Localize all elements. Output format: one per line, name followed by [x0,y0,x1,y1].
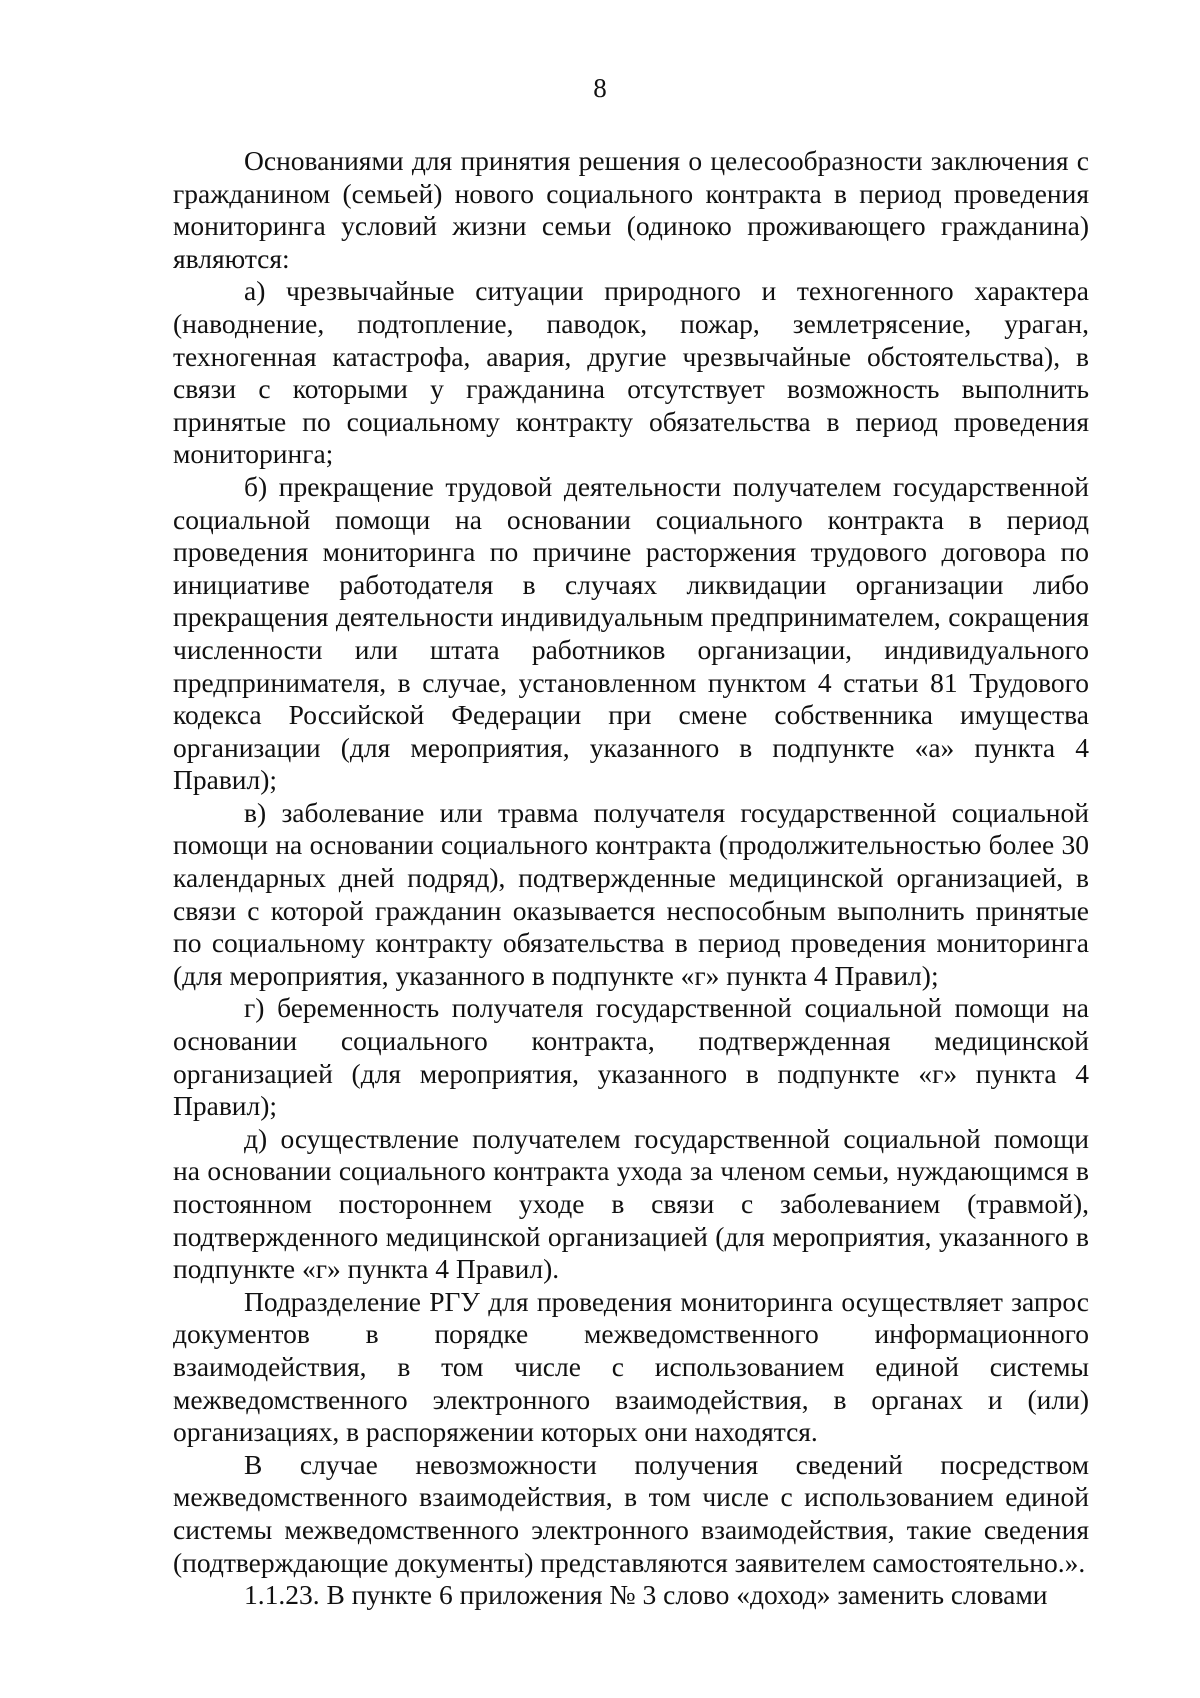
document-body [173,145,1089,1612]
paragraph-1-1-23: 1.1.23. В пункте 6 приложения № 3 слово «доход» заменить словами [244,1579,1048,1611]
paragraph-item-d: д) осуществление получателем государственной социальной помощи на основании социального контракта ухода за членом семьи, нуждающимся в постоянном постороннем уходе в связи с заболеванием (травмой), подтвержденного медицинской организацией (для мероприятия, указанного в подпункте «г» пункта 4 Правил). [173,1122,1089,1285]
paragraph-grounds-intro: Основаниями для принятия решения о целесообразности заключения с гражданином (семьей) нового социального контракта в период проведения мониторинга условий жизни семьи (одиноко проживающего гражданина) являются: [173,145,1089,274]
paragraph-item-g: г) беременность получателя государственной социальной помощи на основании социального контракта, подтвержденная медицинской организацией (для мероприятия, указанного в подпункте «г» пункта 4 Правил); [173,992,1089,1122]
paragraph-item-v: в) заболевание или травма получателя государственной социальной помощи на основании социального контракта (продолжительностью более 30 календарных дней подряд), подтвержденные медицинской организацией, в связи с которой гражданин оказывается неспособным выполнить принятые по социальному контракту обязательства в период проведения мониторинга (для мероприятия, указанного в подпункте «г» пункта 4 Правил); [173,796,1089,991]
paragraph-rgu-requests: Подразделение РГУ для проведения мониторинга осуществляет запрос документов в порядке межведомственного информационного взаимодействия, в том числе с использованием единой системы межведомственного электронного взаимодействия, в органах и (или) организациях, в распоряжении которых они находятся. [173,1285,1089,1448]
paragraph-item-a: а) чрезвычайные ситуации природного и техногенного характера (наводнение, подтопление, паводок, пожар, землетрясение, ураган, техногенная катастрофа, авария, другие чрезвычайные обстоятельства), в связи с которыми у гражданина отсутствует возможность выполнить принятые по социальному контракту обязательства в период проведения мониторинга; [173,275,1089,470]
page-number: 8 [593,73,607,103]
paragraph-item-b: б) прекращение трудовой деятельности получателем государственной социальной помощи на основании социального контракта в период проведения мониторинга по причине расторжения трудового договора по инициативе работодателя в случаях ликвидации организации либо прекращения деятельности индивидуальным предпринимателем, сокращения численности или штата работников организации, индивидуального предпринимателя, в случае, установленном пунктом 4 статьи 81 Трудового кодекса Российской Федерации при смене собственника имущества организации (для мероприятия, указанного в подпункте «а» пункта 4 Правил); [173,470,1089,796]
paragraph-applicant-submits: В случае невозможности получения сведений посредством межведомственного взаимодействия, в том числе с использованием единой системы межведомственного электронного взаимодействия, такие сведения (подтверждающие документы) представляются заявителем самостоятельно.». [173,1448,1089,1578]
